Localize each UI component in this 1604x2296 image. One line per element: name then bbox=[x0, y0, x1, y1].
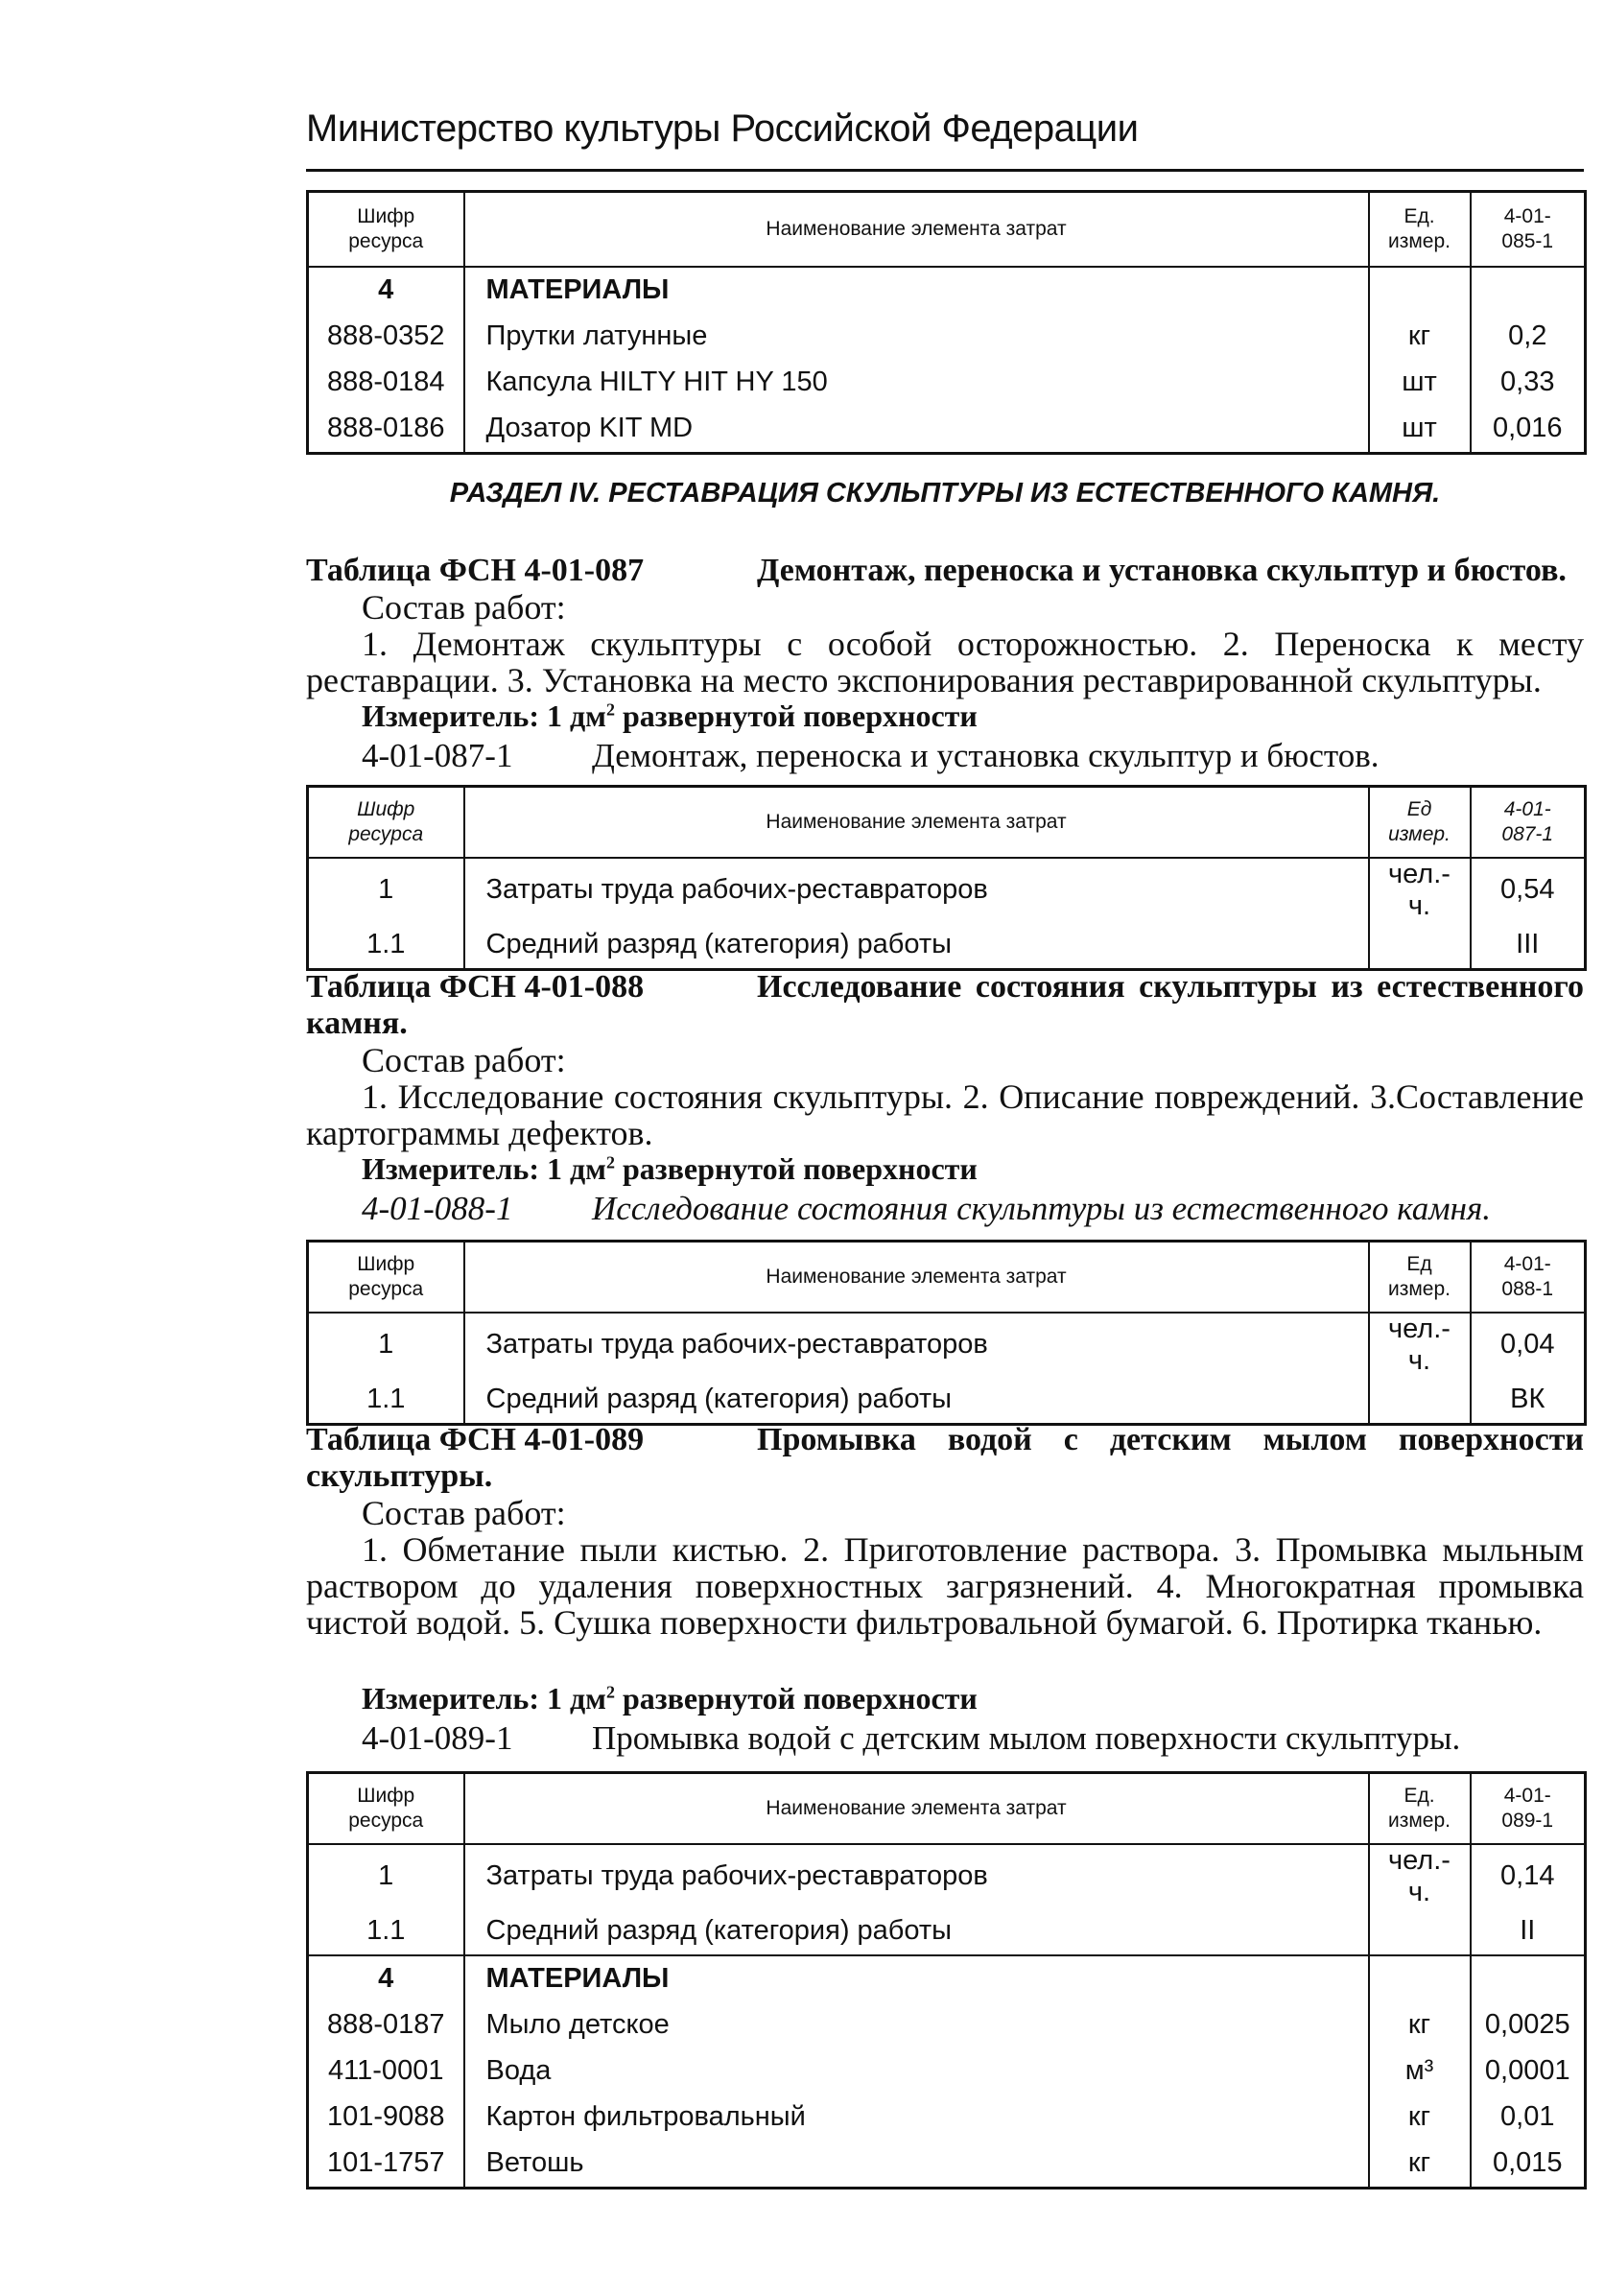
table-row bbox=[308, 406, 1586, 454]
cell-unit: кг bbox=[1369, 314, 1471, 360]
norm-code: 4-01-087-1 bbox=[362, 737, 513, 774]
cell-value: 0,54 bbox=[1471, 858, 1586, 922]
cell-value: ВК bbox=[1471, 1377, 1586, 1425]
cell-name: МАТЕРИАЛЫ bbox=[464, 267, 1369, 314]
cell-code: 1.1 bbox=[308, 1377, 464, 1425]
cell-code: 1 bbox=[308, 1313, 464, 1377]
col-header-unit: Ед. измер. bbox=[1369, 1773, 1471, 1844]
cell-value: 0,14 bbox=[1471, 1844, 1586, 1908]
table-row bbox=[308, 2002, 1586, 2048]
norm-line bbox=[362, 737, 1379, 775]
cell-code: 1.1 bbox=[308, 1908, 464, 1955]
cell-unit: кг bbox=[1369, 2002, 1471, 2048]
col-header-name: Наименование элемента затрат bbox=[464, 192, 1369, 267]
norm-name: Промывка водой с детским мылом поверхности скульптуры. bbox=[592, 1719, 1461, 1757]
cell-value: III bbox=[1471, 922, 1586, 970]
cell-name: Ветошь bbox=[464, 2141, 1369, 2189]
cell-value: 0,0001 bbox=[1471, 2048, 1586, 2095]
col-header-norm: 4-01- 087-1 bbox=[1471, 787, 1586, 858]
cell-name: Затраты труда рабочих-реставраторов bbox=[464, 858, 1369, 922]
header-rule bbox=[306, 169, 1584, 172]
norm-name: Исследование состояния скульптуры из естественного камня. bbox=[592, 1190, 1491, 1227]
cell-value: 0,0025 bbox=[1471, 2002, 1586, 2048]
cell-code: 101-9088 bbox=[308, 2095, 464, 2141]
table-name: Демонтаж, переноска и установка скульптур и бюстов. bbox=[757, 553, 1567, 588]
works-description: 1. Демонтаж скульптуры с особой осторожностью. 2. Переноска к месту реставрации. 3. Установка на место экспонирования реставрированной скульптуры. bbox=[306, 625, 1584, 699]
norm-code: 4-01-089-1 bbox=[362, 1719, 513, 1757]
cell-code: 1 bbox=[308, 858, 464, 922]
measure-sup: 2 bbox=[605, 699, 615, 720]
table-row bbox=[308, 1844, 1586, 1908]
cell-code: 101-1757 bbox=[308, 2141, 464, 2189]
measure-tail: развернутой поверхности bbox=[614, 1151, 978, 1186]
col-header-code: Шифр ресурса bbox=[308, 1773, 464, 1844]
measure-text: Измеритель: 1 дм bbox=[362, 698, 606, 733]
norm-code: 4-01-088-1 bbox=[362, 1190, 513, 1227]
page-header: Министерство культуры Российской Федерации bbox=[306, 107, 1139, 150]
cell-value: 0,016 bbox=[1471, 406, 1586, 454]
norm-name: Демонтаж, переноска и установка скульптур и бюстов. bbox=[592, 737, 1380, 774]
table-number: Таблица ФСН 4-01-088 bbox=[306, 969, 645, 1005]
cell-name: Вода bbox=[464, 2048, 1369, 2095]
measure-sup: 2 bbox=[605, 1682, 615, 1702]
table-title-087 bbox=[306, 553, 1584, 589]
cell-unit: шт bbox=[1369, 360, 1471, 406]
cell-code: 1.1 bbox=[308, 922, 464, 970]
col-header-code: Шифр ресурса bbox=[308, 192, 464, 267]
table-title-088 bbox=[306, 969, 1584, 1042]
table-089-1 bbox=[306, 1771, 1587, 2189]
works-label: Состав работ: bbox=[362, 588, 566, 627]
cell-name: Капсула HILTY HIT HY 150 bbox=[464, 360, 1369, 406]
table-name: Исследование состояния скульптуры из естественного камня. bbox=[306, 969, 1584, 1041]
table-row bbox=[308, 2141, 1586, 2189]
table-row bbox=[308, 1955, 1586, 2002]
table-row bbox=[308, 1313, 1586, 1377]
cell-code: 4 bbox=[308, 267, 464, 314]
measure-line bbox=[362, 1681, 978, 1716]
works-description: 1. Обметание пыли кистью. 2. Приготовление раствора. 3. Промывка мыльным раствором до удаления поверхностных загрязнений. 4. Многократная промывка чистой водой. 5. Сушка поверхности фильтровальной бумагой. 6. Протирка тканью. bbox=[306, 1530, 1584, 1642]
cell-value: 0,04 bbox=[1471, 1313, 1586, 1377]
col-header-code: Шифр ресурса bbox=[308, 787, 464, 858]
cell-name: Прутки латунные bbox=[464, 314, 1369, 360]
cell-name: Затраты труда рабочих-реставраторов bbox=[464, 1313, 1369, 1377]
cell-value: 0,01 bbox=[1471, 2095, 1586, 2141]
cell-code: 4 bbox=[308, 1955, 464, 2002]
cell-unit bbox=[1369, 1955, 1471, 2002]
cell-name: Дозатор KIT MD bbox=[464, 406, 1369, 454]
table-085-1 bbox=[306, 190, 1587, 455]
cell-unit: чел.-ч. bbox=[1369, 858, 1471, 922]
cell-value bbox=[1471, 1955, 1586, 2002]
cell-name: Мыло детское bbox=[464, 2002, 1369, 2048]
cell-code: 1 bbox=[308, 1844, 464, 1908]
cell-name: Затраты труда рабочих-реставраторов bbox=[464, 1844, 1369, 1908]
cell-name: Картон фильтровальный bbox=[464, 2095, 1369, 2141]
table-name: Промывка водой с детским мылом поверхности скульптуры. bbox=[306, 1422, 1584, 1494]
col-header-name: Наименование элемента затрат bbox=[464, 1773, 1369, 1844]
col-header-unit: Ед. измер. bbox=[1369, 192, 1471, 267]
measure-sup: 2 bbox=[605, 1152, 615, 1172]
table-row bbox=[308, 360, 1586, 406]
measure-tail: развернутой поверхности bbox=[614, 698, 978, 733]
col-header-unit: Ед измер. bbox=[1369, 787, 1471, 858]
cell-value bbox=[1471, 267, 1586, 314]
section-title: РАЗДЕЛ IV. РЕСТАВРАЦИЯ СКУЛЬПТУРЫ ИЗ ЕСТЕСТВЕННОГО КАМНЯ. bbox=[449, 478, 1441, 509]
measure-line bbox=[362, 698, 978, 734]
cell-unit: шт bbox=[1369, 406, 1471, 454]
cell-name: Средний разряд (категория) работы bbox=[464, 1908, 1369, 1955]
cell-code: 888-0352 bbox=[308, 314, 464, 360]
col-header-name: Наименование элемента затрат bbox=[464, 787, 1369, 858]
cell-value: 0,2 bbox=[1471, 314, 1586, 360]
cell-value: II bbox=[1471, 1908, 1586, 1955]
cell-name: МАТЕРИАЛЫ bbox=[464, 1955, 1369, 2002]
col-header-name: Наименование элемента затрат bbox=[464, 1242, 1369, 1313]
cell-code: 888-0186 bbox=[308, 406, 464, 454]
col-header-code: Шифр ресурса bbox=[308, 1242, 464, 1313]
measure-text: Измеритель: 1 дм bbox=[362, 1681, 606, 1716]
cell-unit bbox=[1369, 267, 1471, 314]
col-header-norm: 4-01- 085-1 bbox=[1471, 192, 1586, 267]
table-row bbox=[308, 922, 1586, 970]
cell-unit: чел.-ч. bbox=[1369, 1844, 1471, 1908]
cell-unit bbox=[1369, 922, 1471, 970]
works-description: 1. Исследование состояния скульптуры. 2. Описание повреждений. 3.Составление картограммы дефектов. bbox=[306, 1077, 1584, 1152]
cell-unit bbox=[1369, 1908, 1471, 1955]
table-row bbox=[308, 2095, 1586, 2141]
works-label: Состав работ: bbox=[362, 1494, 566, 1532]
table-row bbox=[308, 1377, 1586, 1425]
cell-unit: кг bbox=[1369, 2141, 1471, 2189]
table-row bbox=[308, 2048, 1586, 2095]
col-header-norm: 4-01- 088-1 bbox=[1471, 1242, 1586, 1313]
table-row bbox=[308, 1908, 1586, 1955]
measure-text: Измеритель: 1 дм bbox=[362, 1151, 606, 1186]
measure-line bbox=[362, 1151, 978, 1187]
table-row bbox=[308, 858, 1586, 922]
cell-unit: м³ bbox=[1369, 2048, 1471, 2095]
measure-tail: развернутой поверхности bbox=[614, 1681, 978, 1716]
cell-code: 888-0184 bbox=[308, 360, 464, 406]
table-row bbox=[308, 267, 1586, 314]
cell-value: 0,33 bbox=[1471, 360, 1586, 406]
norm-line bbox=[362, 1719, 1460, 1758]
cell-value: 0,015 bbox=[1471, 2141, 1586, 2189]
table-number: Таблица ФСН 4-01-087 bbox=[306, 553, 645, 588]
table-number: Таблица ФСН 4-01-089 bbox=[306, 1422, 645, 1457]
table-title-089 bbox=[306, 1422, 1584, 1495]
col-header-unit: Ед измер. bbox=[1369, 1242, 1471, 1313]
cell-unit: чел.-ч. bbox=[1369, 1313, 1471, 1377]
cell-unit: кг bbox=[1369, 2095, 1471, 2141]
norm-line bbox=[362, 1190, 1491, 1228]
works-label: Состав работ: bbox=[362, 1041, 566, 1079]
table-row bbox=[308, 314, 1586, 360]
cell-unit bbox=[1369, 1377, 1471, 1425]
cell-code: 411-0001 bbox=[308, 2048, 464, 2095]
col-header-norm: 4-01- 089-1 bbox=[1471, 1773, 1586, 1844]
table-088-1 bbox=[306, 1240, 1587, 1426]
table-087-1 bbox=[306, 785, 1587, 971]
cell-name: Средний разряд (категория) работы bbox=[464, 1377, 1369, 1425]
cell-code: 888-0187 bbox=[308, 2002, 464, 2048]
cell-name: Средний разряд (категория) работы bbox=[464, 922, 1369, 970]
